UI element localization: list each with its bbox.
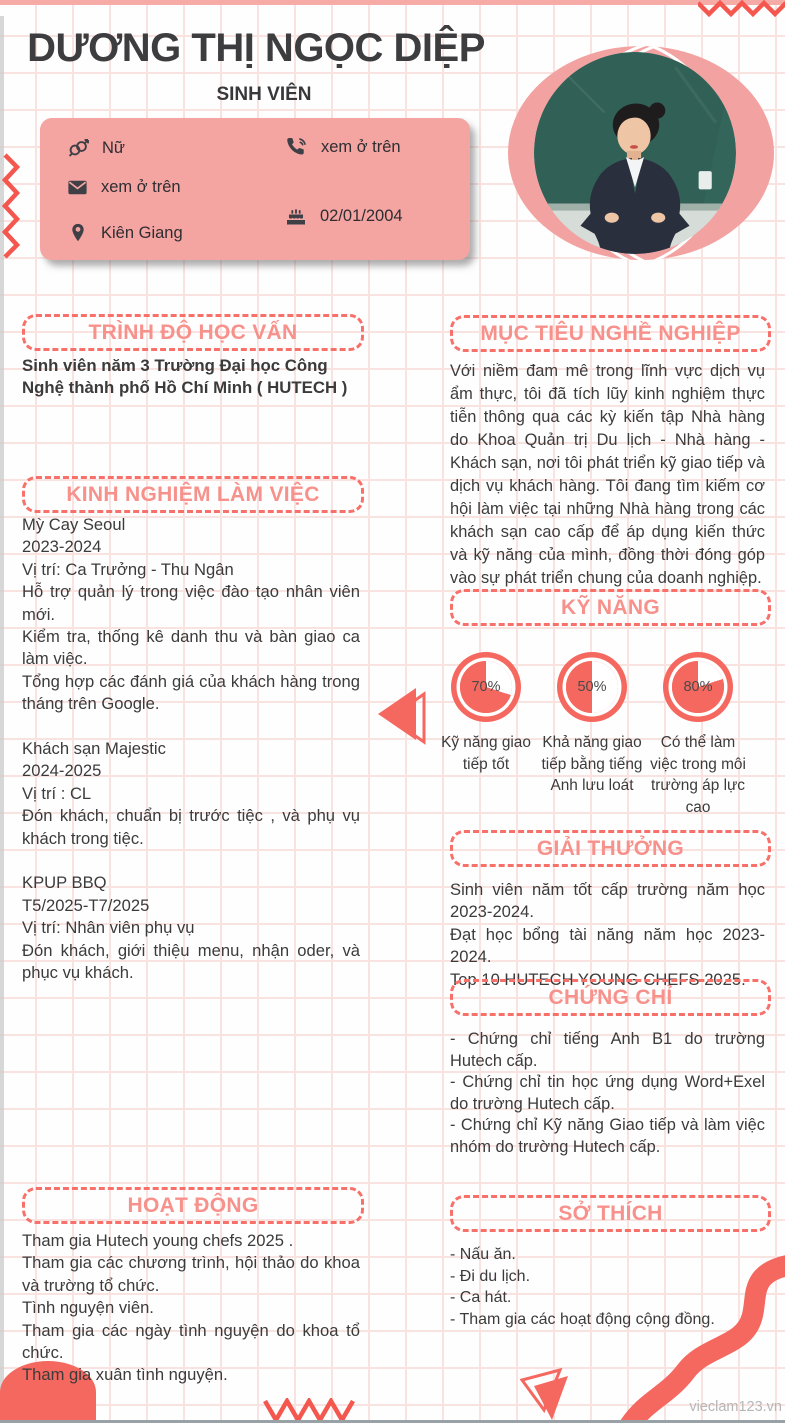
photo-image bbox=[534, 52, 736, 254]
hobbies-body bbox=[450, 1244, 765, 1330]
award-line: Đạt học bổng tài năng năm học 2023-2024. bbox=[450, 924, 765, 967]
experience-line: Đón khách, chuẩn bị trước tiệc , và phụ vụ khách trong tiệc. bbox=[22, 806, 360, 848]
awards-body bbox=[450, 879, 765, 991]
certificate-line: - Chứng chỉ tin học ứng dụng Word+Exel do trường Hutech cấp. bbox=[450, 1073, 765, 1113]
certificates-body bbox=[450, 1029, 765, 1159]
certificate-line: - Chứng chỉ Kỹ năng Giao tiếp và làm việc nhóm do trường Hutech cấp. bbox=[450, 1116, 765, 1156]
award-line: Top 10 HUTECH YOUNG CHEFS 2025. bbox=[450, 969, 746, 989]
section-title: KINH NGHIỆM LÀM VIỆC bbox=[66, 482, 320, 506]
section-header-activities bbox=[22, 1187, 364, 1224]
skill-gauge bbox=[557, 652, 627, 722]
section-title: KỸ NĂNG bbox=[561, 595, 660, 619]
section-title: SỞ THÍCH bbox=[558, 1201, 663, 1225]
section-header-skills bbox=[450, 589, 771, 626]
skill-percent: 70% bbox=[471, 679, 501, 695]
email-icon bbox=[66, 176, 89, 199]
contact-info-box bbox=[40, 118, 470, 260]
activities-body bbox=[22, 1230, 360, 1387]
section-header-hobbies bbox=[450, 1195, 771, 1232]
skills-row bbox=[433, 652, 751, 818]
experience-body bbox=[22, 514, 360, 985]
triangle-decoration-bottom bbox=[520, 1368, 578, 1423]
address-row bbox=[67, 221, 183, 245]
gender-value: Nữ bbox=[102, 138, 125, 157]
section-title: GIẢI THƯỞNG bbox=[536, 836, 685, 860]
job-title: SINH VIÊN bbox=[216, 84, 312, 105]
birthday-row bbox=[284, 204, 403, 228]
certificate-line: - Chứng chỉ tiếng Anh B1 do trường Hutech cấp. bbox=[450, 1030, 765, 1070]
experience-line bbox=[22, 850, 360, 872]
skill-item bbox=[433, 652, 539, 818]
location-icon bbox=[67, 221, 89, 245]
section-header-experience bbox=[22, 476, 364, 513]
experience-line: Đón khách, giới thiệu menu, nhận oder, và phục vụ khách. bbox=[22, 940, 360, 983]
objective-body: Với niềm đam mê trong lĩnh vực dịch vụ ẩm thực, tôi đã tích lũy kinh nghiệm thực tiễn thông qua các kỳ kiến tập Nhà hàng do Khoa Quản trị Du lịch - Nhà hàng - Khách sạn, nơi tôi phát triển kỹ giao tiếp và dịch vụ khách hàng. Tôi đang tìm kiếm cơ hội làm việc tại những Nhà hàng trong các khách sạn cao cấp để áp dụng kiến thức và kỹ năng của mình, đồng thời đóng góp vào sự phát triển chung của doanh nghiệp. bbox=[450, 362, 765, 587]
experience-line: Mỳ Cay Seoul bbox=[22, 515, 126, 534]
skill-gauge bbox=[451, 652, 521, 722]
activity-line: Tình nguyện viên. bbox=[22, 1298, 154, 1318]
hobby-line: - Ca hát. bbox=[450, 1289, 512, 1307]
experience-line: Kiểm tra, thống kê danh thu và bàn giao ca làm việc. bbox=[22, 627, 360, 669]
hobby-line: - Tham gia các hoạt động cộng đồng. bbox=[450, 1310, 715, 1328]
triangle-decoration-middle bbox=[372, 682, 434, 746]
skill-label: Khả năng giao tiếp bằng tiếng Anh lưu loát bbox=[541, 734, 643, 794]
experience-line: Vị trí: Nhân viên phụ vụ bbox=[22, 918, 195, 938]
activity-line: Tham gia các ngày tình nguyện do khoa tổ chức. bbox=[22, 1320, 360, 1363]
activity-line: Tham gia các chương trình, hội thảo do khoa và trường tổ chức. bbox=[22, 1253, 360, 1295]
experience-line: Vị trí : CL bbox=[22, 783, 92, 803]
activity-line: Tham gia Hutech young chefs 2025 . bbox=[22, 1231, 294, 1250]
experience-line: 2023-2024 bbox=[22, 537, 102, 557]
photo-pink-ellipse bbox=[508, 46, 774, 260]
section-header-certificates bbox=[450, 979, 771, 1016]
skill-gauge bbox=[663, 652, 733, 722]
hobby-line: - Nấu ăn. bbox=[450, 1246, 516, 1263]
section-title: TRÌNH ĐỘ HỌC VẤN bbox=[88, 320, 298, 344]
section-title: HOẠT ĐỘNG bbox=[127, 1193, 259, 1217]
section-title: CHỨNG CHỈ bbox=[548, 985, 673, 1009]
experience-line: Hỗ trợ quản lý trong việc đào tạo nhân viên mới. bbox=[22, 582, 360, 624]
award-line: Sinh viên năm tốt cấp trường năm học 2023-2024. bbox=[450, 880, 765, 922]
phone-value: xem ở trên bbox=[321, 138, 401, 156]
education-body: Sinh viên năm 3 Trường Đại học Công Nghệ thành phố Hồ Chí Minh ( HUTECH ) bbox=[22, 356, 348, 397]
zigzag-decoration-left bbox=[2, 153, 22, 259]
section-title: MỤC TIÊU NGHỀ NGHIỆP bbox=[480, 321, 741, 345]
hobby-line: - Đi du lịch. bbox=[450, 1267, 531, 1285]
email-value: xem ở trên bbox=[101, 178, 181, 196]
skill-label: Kỹ năng giao tiếp tốt bbox=[441, 734, 531, 773]
experience-line: Khách sạn Majestic bbox=[22, 739, 166, 759]
top-accent-strip bbox=[0, 0, 785, 5]
email-row bbox=[66, 176, 181, 199]
gender-row bbox=[66, 136, 125, 160]
experience-line: KPUP BBQ bbox=[22, 873, 107, 893]
experience-line: Vị trí: Ca Trưởng - Thu Ngân bbox=[22, 559, 234, 579]
activity-line: Tham gia xuân tình nguyện. bbox=[22, 1365, 228, 1385]
section-header-objective bbox=[450, 315, 771, 352]
skill-item bbox=[645, 652, 751, 818]
skill-percent: 80% bbox=[683, 679, 713, 695]
zigzag-decoration-top-right bbox=[698, 0, 785, 18]
page-title: DƯƠNG THỊ NGỌC DIỆP bbox=[27, 26, 485, 70]
experience-line: 2024-2025 bbox=[22, 761, 102, 781]
section-header-awards bbox=[450, 830, 771, 867]
gender-icon bbox=[66, 136, 90, 160]
section-header-education bbox=[22, 314, 364, 351]
birthday-value: 02/01/2004 bbox=[320, 206, 403, 225]
skill-percent: 50% bbox=[577, 679, 607, 695]
address-value: Kiên Giang bbox=[101, 223, 183, 242]
birthday-icon bbox=[284, 204, 308, 228]
skill-label: Có thể làm việc trong môi trường áp lực cao bbox=[650, 734, 746, 816]
experience-line: Tổng hợp các đánh giá của khách hàng trong tháng trên Google. bbox=[22, 671, 360, 714]
skill-item bbox=[539, 652, 645, 818]
profile-photo bbox=[508, 46, 774, 260]
experience-line bbox=[22, 716, 360, 738]
phone-icon bbox=[286, 136, 309, 159]
phone-row bbox=[286, 136, 401, 159]
experience-line: T5/2025-T7/2025 bbox=[22, 895, 150, 915]
watermark: vieclam123.vn bbox=[689, 1399, 782, 1415]
